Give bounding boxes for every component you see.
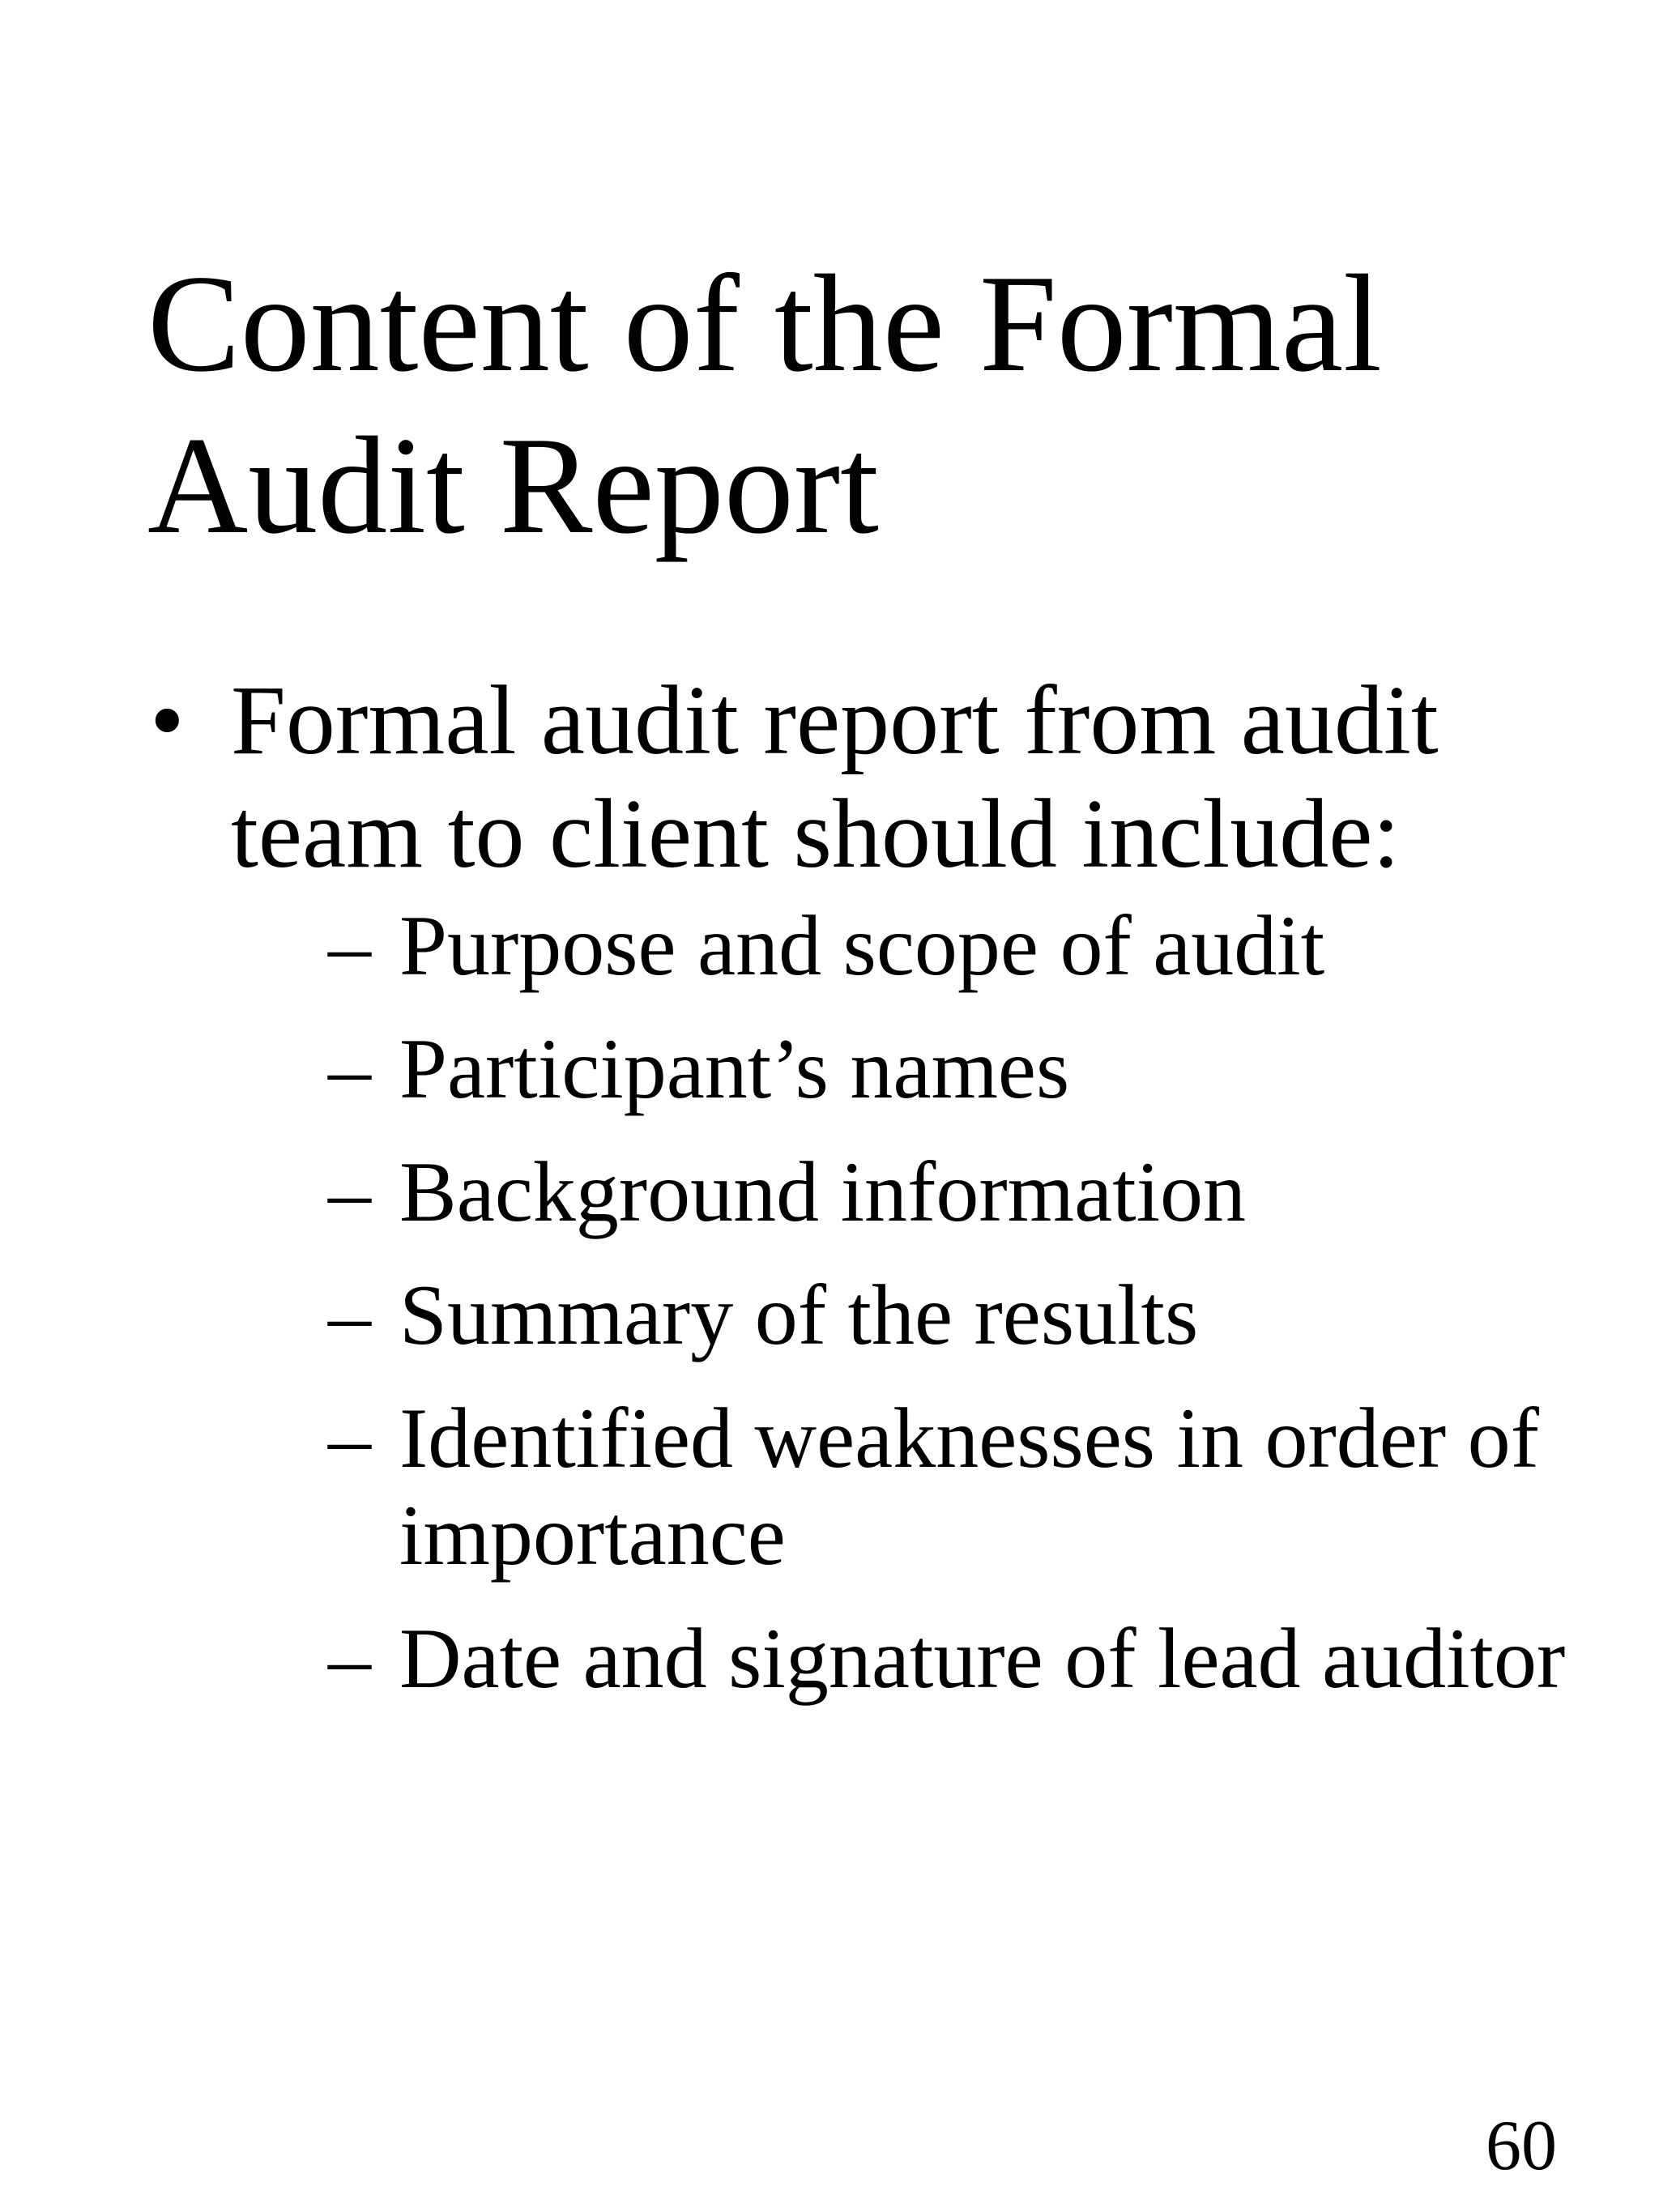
bullet-marker: • xyxy=(150,666,185,775)
sub-bullet-text: Date and signature of lead auditor xyxy=(399,1611,1566,1706)
sub-bullet-item xyxy=(328,897,1592,995)
sub-bullet-item xyxy=(328,1267,1592,1364)
sub-bullet-list xyxy=(134,897,1592,1707)
sub-bullet-item xyxy=(328,1610,1592,1707)
sub-bullet-item xyxy=(328,1144,1592,1241)
sub-bullet-text: Participant’s names xyxy=(399,1021,1070,1116)
sub-bullet-item xyxy=(328,1390,1592,1584)
sub-bullet-item xyxy=(328,1021,1592,1118)
dash-marker: – xyxy=(328,898,371,993)
sub-bullet-text: Summary of the results xyxy=(399,1268,1199,1362)
main-bullet xyxy=(134,664,1592,891)
dash-marker: – xyxy=(328,1268,371,1362)
main-bullet-text: Formal audit report from audit team to client should include: xyxy=(231,666,1439,889)
dash-marker: – xyxy=(328,1144,371,1239)
bullet-block xyxy=(134,664,1592,1733)
sub-bullet-text: Identified weaknesses in order of importance xyxy=(399,1391,1539,1583)
dash-marker: – xyxy=(328,1391,371,1485)
sub-bullet-text: Purpose and scope of audit xyxy=(399,898,1325,993)
slide-title: Content of the Formal Audit Report xyxy=(147,247,1382,563)
page-number: 60 xyxy=(1486,2107,1557,2185)
dash-marker: – xyxy=(328,1611,371,1706)
dash-marker: – xyxy=(328,1021,371,1116)
sub-bullet-text: Background information xyxy=(399,1144,1247,1239)
